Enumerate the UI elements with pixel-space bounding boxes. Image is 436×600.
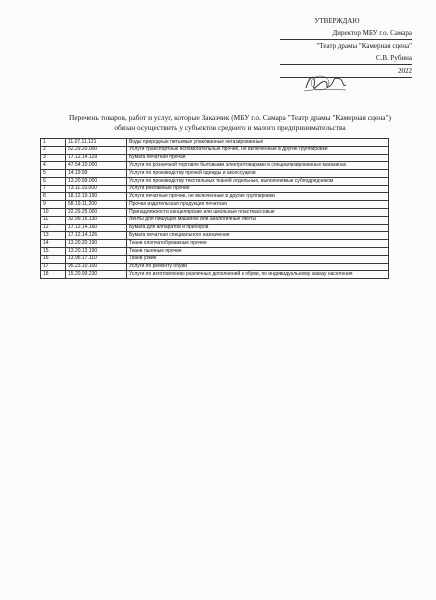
- row-description: Принадлежности канцелярские или школьные пластмассовые: [127, 209, 389, 217]
- document-title: Перечень товаров, работ и услуг, которые Заказчик (МБУ г.о. Самара "Театр драмы "Камерная сцена") обязан осуществить у субъектов среднего и малого предпринимательства: [69, 113, 391, 132]
- table-row: [41, 271, 389, 279]
- okpd-code: 13.96.17.110: [66, 255, 127, 263]
- row-number: 1: [41, 139, 66, 147]
- row-number: 11: [41, 216, 66, 224]
- table-row: [41, 201, 389, 209]
- table-row: [41, 177, 389, 185]
- okpd-code: 17.12.14.160: [66, 224, 127, 232]
- row-description: Ткани льняные прочие: [127, 247, 389, 255]
- row-description: Услуги печатные прочие, не включенные в другие группировки: [127, 193, 389, 201]
- okpd-code: 58.19.11.200: [66, 201, 127, 209]
- table-row: [41, 247, 389, 255]
- row-number: 7: [41, 185, 66, 193]
- okpd-code: 13.20.13.190: [66, 247, 127, 255]
- table-row: [41, 193, 389, 201]
- row-number: 18: [41, 271, 66, 279]
- row-number: 10: [41, 209, 66, 217]
- approval-heading: УТВЕРЖДАЮ: [314, 17, 360, 25]
- row-number: 12: [41, 224, 66, 232]
- okpd-code: 13.20.20.190: [66, 240, 127, 248]
- row-description: Бумага печатная специального назначения: [127, 232, 389, 240]
- okpd-code: 22.29.25.000: [66, 209, 127, 217]
- approval-organization: "Театр драмы "Камерная сцена": [316, 42, 412, 50]
- row-number: 4: [41, 162, 66, 170]
- handwritten-signature: [302, 70, 348, 96]
- row-number: 2: [41, 146, 66, 154]
- row-number: 3: [41, 154, 66, 162]
- okpd-code: 73.11.19.000: [66, 185, 127, 193]
- table-row: [41, 255, 389, 263]
- okpd-code: 11.07.11.121: [66, 139, 127, 147]
- row-number: 17: [41, 263, 66, 271]
- row-description: Прочая издательская продукция печатная: [127, 201, 389, 209]
- table-row: [41, 240, 389, 248]
- row-number: 9: [41, 201, 66, 209]
- okpd-code: 47.54.10.000: [66, 162, 127, 170]
- table-row: [41, 185, 389, 193]
- okpd-code: 17.12.14.129: [66, 154, 127, 162]
- row-number: 5: [41, 170, 66, 178]
- row-description: Услуги по розничной торговле бытовыми электротоварами в специализированных магазинах: [127, 162, 389, 170]
- approval-block: [280, 15, 412, 78]
- row-description: Воды природные питьевые упакованные негазированные: [127, 139, 389, 147]
- row-number: 8: [41, 193, 66, 201]
- row-number: 16: [41, 255, 66, 263]
- goods-services-table: [40, 138, 389, 279]
- row-number: 6: [41, 177, 66, 185]
- table-row: [41, 232, 389, 240]
- row-description: Ленты для пишущих машинок или аналогичные ленты: [127, 216, 389, 224]
- okpd-code: 13.20.99.000: [66, 177, 127, 185]
- row-number: 13: [41, 232, 66, 240]
- okpd-code: 14.19.99: [66, 170, 127, 178]
- table-row: [41, 162, 389, 170]
- okpd-code: 15.20.99.230: [66, 271, 127, 279]
- okpd-code: 18.12.19.190: [66, 193, 127, 201]
- row-description: Ткани узкие: [127, 255, 389, 263]
- row-description: Услуги по изготовлению различных дополнений к обуви, по индивидуальному заказу населения: [127, 271, 389, 279]
- row-description: Услуги по производству текстильных тканей отдельные, выполняемые субподрядчиком: [127, 177, 389, 185]
- row-description: Бумага для аппаратов и приборов: [127, 224, 389, 232]
- row-description: Бумага печатная прочая: [127, 154, 389, 162]
- table-row: [41, 170, 389, 178]
- okpd-code: 32.99.16.130: [66, 216, 127, 224]
- approval-position: Директор МБУ г.о. Самара: [280, 27, 412, 40]
- row-number: 14: [41, 240, 66, 248]
- row-description: Ткани хлопчатобумажные прочие: [127, 240, 389, 248]
- okpd-code: 95.23.10.100: [66, 263, 127, 271]
- approval-year: 2022: [280, 65, 412, 78]
- row-description: Услуги по производству прочей одежды и аксессуаров: [127, 170, 389, 178]
- table-row: [41, 216, 389, 224]
- okpd-code: 52.29.20.000: [66, 146, 127, 154]
- table-row: [41, 146, 389, 154]
- row-description: Услуги транспортные вспомогательные прочие, не включенные в другие группировки: [127, 146, 389, 154]
- row-description: Услуги рекламные прочие: [127, 185, 389, 193]
- table-row: [41, 209, 389, 217]
- okpd-code: 17.12.14.126: [66, 232, 127, 240]
- table-row: [41, 154, 389, 162]
- table-row: [41, 224, 389, 232]
- approval-signatory: С.В. Рубина: [280, 52, 412, 65]
- row-number: 15: [41, 247, 66, 255]
- table-row: [41, 263, 389, 271]
- table-row: [41, 139, 389, 147]
- row-description: Услуги по ремонту обуви: [127, 263, 389, 271]
